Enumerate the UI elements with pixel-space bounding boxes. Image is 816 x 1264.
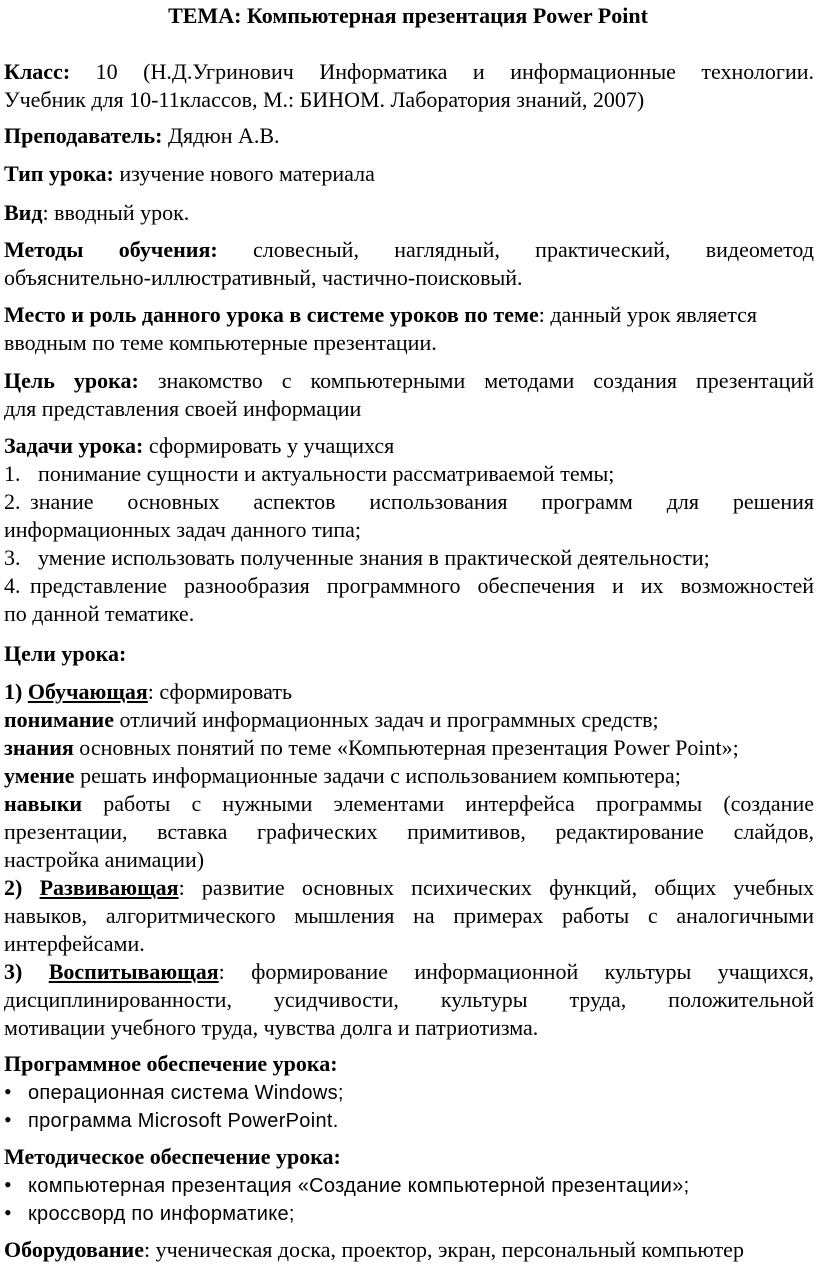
bullet-icon: • [4, 1079, 12, 1104]
goal-3-line-1 [4, 958, 814, 986]
task-item-3 [4, 544, 814, 572]
tasks-line [4, 432, 814, 460]
goal-1-item-3-text: решать информационные задачи с использованием компьютера; [74, 763, 681, 788]
goal-label: Цель урока: [4, 368, 139, 393]
teacher-label: Преподаватель: [4, 123, 163, 148]
methodical-heading: Методическое обеспечение урока: [4, 1144, 341, 1169]
goal-1-item-3-bold: умение [4, 763, 75, 788]
lesson-type-line [4, 160, 814, 188]
goal-3-line-2: дисциплинированности, усидчивости, культуры труда, положительной [4, 987, 814, 1012]
methodical-item-2 [4, 1199, 814, 1228]
goal-line-1 [4, 367, 814, 395]
methods-text-1: словесный, наглядный, практический, видеометод [253, 237, 814, 262]
tasks-label: Задачи урока: [4, 433, 144, 458]
place-text-1: : данный урок является [538, 302, 757, 327]
teacher-value: Дядюн А.В. [162, 123, 280, 148]
methodical-item-2-text: кроссворд по информатике; [28, 1203, 295, 1225]
methods-line-2: объяснительно-иллюстративный, частично-поисковый. [4, 265, 523, 290]
software-heading: Программное обеспечение урока: [4, 1051, 338, 1076]
methodical-item-1-text: компьютерная презентация «Создание компьютерной презентации»; [28, 1175, 690, 1197]
task-item-2-cont: информационных задач данного типа; [4, 517, 361, 542]
goal-1-item-2-text: основных понятий по теме «Компьютерная презентация Power Point»; [73, 735, 739, 760]
task-item-1 [4, 460, 814, 488]
goal-1-num: 1) [4, 679, 28, 704]
goal-1-item-4-cont-1: презентации, вставка графических примитивов, редактирование слайдов, [4, 819, 814, 844]
goal-1-line [4, 678, 814, 706]
bullet-icon: • [4, 1200, 12, 1225]
place-line-1 [4, 301, 814, 329]
task-num-2: 2. [4, 489, 21, 514]
software-item-2-text: программа Microsoft PowerPoint. [28, 1110, 339, 1132]
goal-2-line-3: интерфейсами. [4, 931, 145, 956]
methods-label: Методы обучения: [4, 237, 218, 262]
goal-1-item-4-cont-2: настройка анимации) [4, 847, 205, 872]
class-line-2: Учебник для 10-11классов, М.: БИНОМ. Лаборатория знаний, 2007) [4, 87, 645, 112]
task-num-3: 3. [4, 545, 21, 570]
task-num-1: 1. [4, 461, 21, 486]
goal-1-item-1 [4, 706, 814, 734]
methodical-item-1 [4, 1171, 814, 1200]
goal-3-text-1: : формирование информационной культуры учащихся, [218, 959, 814, 984]
goal-3-num: 3) [4, 959, 49, 984]
equipment-label: Оборудование [4, 1237, 144, 1262]
goal-1-item-2-bold: знания [4, 735, 74, 760]
class-line-1 [4, 58, 814, 86]
software-item-1-text: операционная система Windows; [28, 1082, 344, 1104]
goal-1-item-1-text: отличий информационных задач и программных средств; [113, 707, 659, 732]
goals-heading: Цели урока: [4, 641, 127, 666]
task-item-4-cont: по данной тематике. [4, 601, 195, 626]
kind-value: : вводный урок. [42, 200, 190, 225]
goal-3-name: Воспитывающая [48, 959, 219, 984]
document-title: ТЕМА: Компьютерная презентация Power Point [168, 3, 648, 28]
goal-text-1: знакомство с компьютерными методами создания презентаций [157, 368, 815, 393]
place-label: Место и роль данного урока в системе уроков по теме [4, 302, 539, 327]
goal-1-item-1-bold: понимание [4, 707, 114, 732]
class-text-1: 10 (Н.Д.Угринович Информатика и информационные технологии. [95, 59, 814, 84]
task-item-2 [4, 488, 814, 516]
bullet-icon: • [4, 1107, 12, 1132]
place-line-2: вводным по теме компьютерные презентации. [4, 330, 437, 355]
goal-1-item-3 [4, 762, 814, 790]
goal-1-name: Обучающая [27, 679, 148, 704]
task-text-4: представление разнообразия программного обеспечения и их возможностей [30, 573, 814, 598]
lesson-type-value: изучение нового материала [113, 161, 375, 186]
goal-2-line-2: навыков, алгоритмического мышления на примерах работы с аналогичными [4, 903, 814, 928]
goal-2-num: 2) [4, 875, 40, 900]
methods-line-1 [4, 236, 814, 264]
task-item-4 [4, 572, 814, 600]
task-text-2: знание основных аспектов использования программ для решения [30, 489, 814, 514]
software-item-1 [4, 1078, 814, 1107]
goal-1-item-4-text: работы с нужными элементами интерфейса программы (создание [103, 791, 814, 816]
kind-label: Вид [4, 200, 43, 225]
equipment-value: : ученическая доска, проектор, экран, персональный компьютер [143, 1237, 744, 1262]
software-item-2 [4, 1106, 814, 1135]
goal-2-line-1 [4, 874, 814, 902]
task-text-3: умение использовать полученные знания в практической деятельности; [38, 545, 710, 570]
goal-1-item-4 [4, 790, 814, 818]
goal-1-item-2 [4, 734, 814, 762]
teacher-line [4, 122, 814, 150]
kind-line [4, 199, 814, 227]
goal-1-rest: : сформировать [147, 679, 292, 704]
bullet-icon: • [4, 1172, 12, 1197]
goal-1-item-4-bold: навыки [4, 791, 83, 816]
lesson-type-label: Тип урока: [4, 161, 114, 186]
goal-3-line-3: мотивации учебного труда, чувства долга и патриотизма. [4, 1015, 539, 1040]
goal-2-name: Развивающая [39, 875, 179, 900]
class-label: Класс: [4, 59, 71, 84]
goal-2-text-1: : развитие основных психических функций, общих учебных [178, 875, 815, 900]
task-text-1: понимание сущности и актуальности рассматриваемой темы; [38, 461, 615, 486]
goal-line-2: для представления своей информации [4, 396, 362, 421]
task-num-4: 4. [4, 573, 21, 598]
tasks-intro: сформировать у учащихся [143, 433, 395, 458]
